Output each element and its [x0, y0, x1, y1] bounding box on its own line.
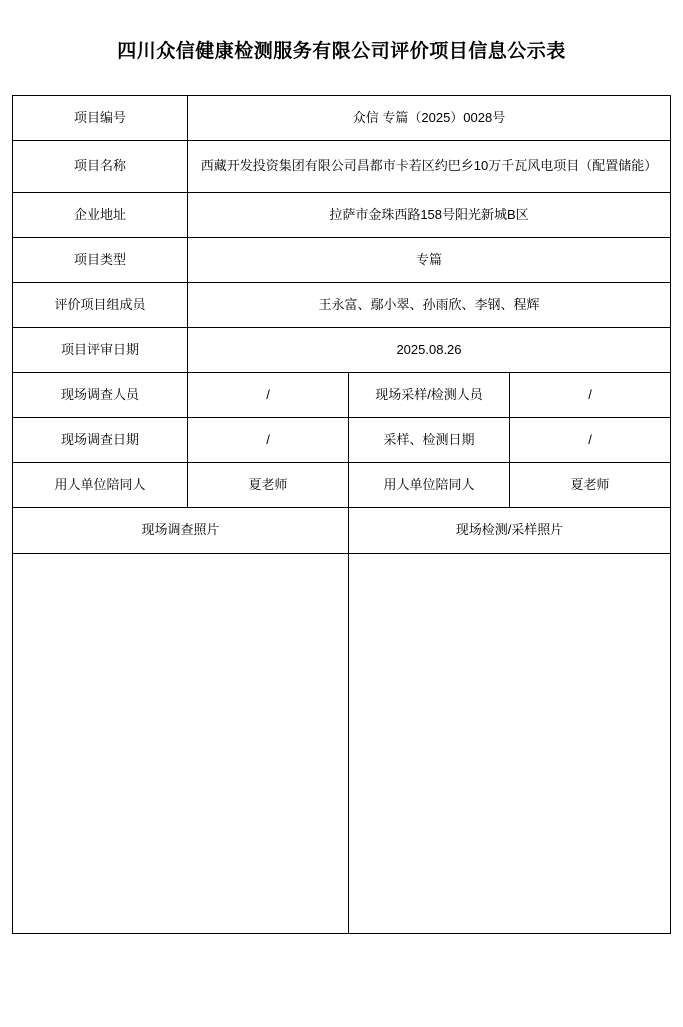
row-value-project-type: 专篇: [188, 237, 671, 282]
row-value-site-survey-date: /: [188, 417, 349, 462]
row-label-project-type: 项目类型: [13, 237, 188, 282]
photo-area-detection: [349, 553, 671, 933]
row-value-sampling-staff: /: [510, 372, 671, 417]
row-value-company-address: 拉萨市金珠西路158号阳光新城B区: [188, 192, 671, 237]
table-row: [13, 282, 671, 327]
row-value-site-survey-staff: /: [188, 372, 349, 417]
photo-area-survey: [13, 553, 349, 933]
table-row: [13, 507, 671, 553]
row-label-sampling-staff: 现场采样/检测人员: [349, 372, 510, 417]
row-label-project-number: 项目编号: [13, 95, 188, 140]
table-row: [13, 462, 671, 507]
row-label-review-date: 项目评审日期: [13, 327, 188, 372]
row-label-employer-escort-left: 用人单位陪同人: [13, 462, 188, 507]
row-label-site-survey-staff: 现场调查人员: [13, 372, 188, 417]
photo-header-survey: 现场调查照片: [13, 507, 349, 553]
table-row: [13, 192, 671, 237]
row-value-project-number: 众信 专篇（2025）0028号: [188, 95, 671, 140]
row-value-employer-escort-left: 夏老师: [188, 462, 349, 507]
row-label-company-address: 企业地址: [13, 192, 188, 237]
project-info-table: [12, 95, 671, 934]
row-label-sampling-date: 采样、检测日期: [349, 417, 510, 462]
row-value-review-date: 2025.08.26: [188, 327, 671, 372]
table-row: [13, 237, 671, 282]
row-value-sampling-date: /: [510, 417, 671, 462]
row-value-team-members: 王永富、鄢小翠、孙雨欣、李钢、程辉: [188, 282, 671, 327]
row-label-team-members: 评价项目组成员: [13, 282, 188, 327]
page-title: 四川众信健康检测服务有限公司评价项目信息公示表: [117, 41, 566, 62]
photo-header-detection: 现场检测/采样照片: [349, 507, 671, 553]
table-row: [13, 372, 671, 417]
row-label-project-name: 项目名称: [13, 140, 188, 192]
table-row: [13, 327, 671, 372]
row-value-employer-escort-right: 夏老师: [510, 462, 671, 507]
table-row: [13, 417, 671, 462]
table-row: [13, 140, 671, 192]
row-label-site-survey-date: 现场调查日期: [13, 417, 188, 462]
table-row: [13, 553, 671, 933]
row-value-project-name: 西藏开发投资集团有限公司昌都市卡若区约巴乡10万千瓦风电项目（配置储能）: [188, 140, 671, 192]
row-label-employer-escort-right: 用人单位陪同人: [349, 462, 510, 507]
table-row: [13, 95, 671, 140]
